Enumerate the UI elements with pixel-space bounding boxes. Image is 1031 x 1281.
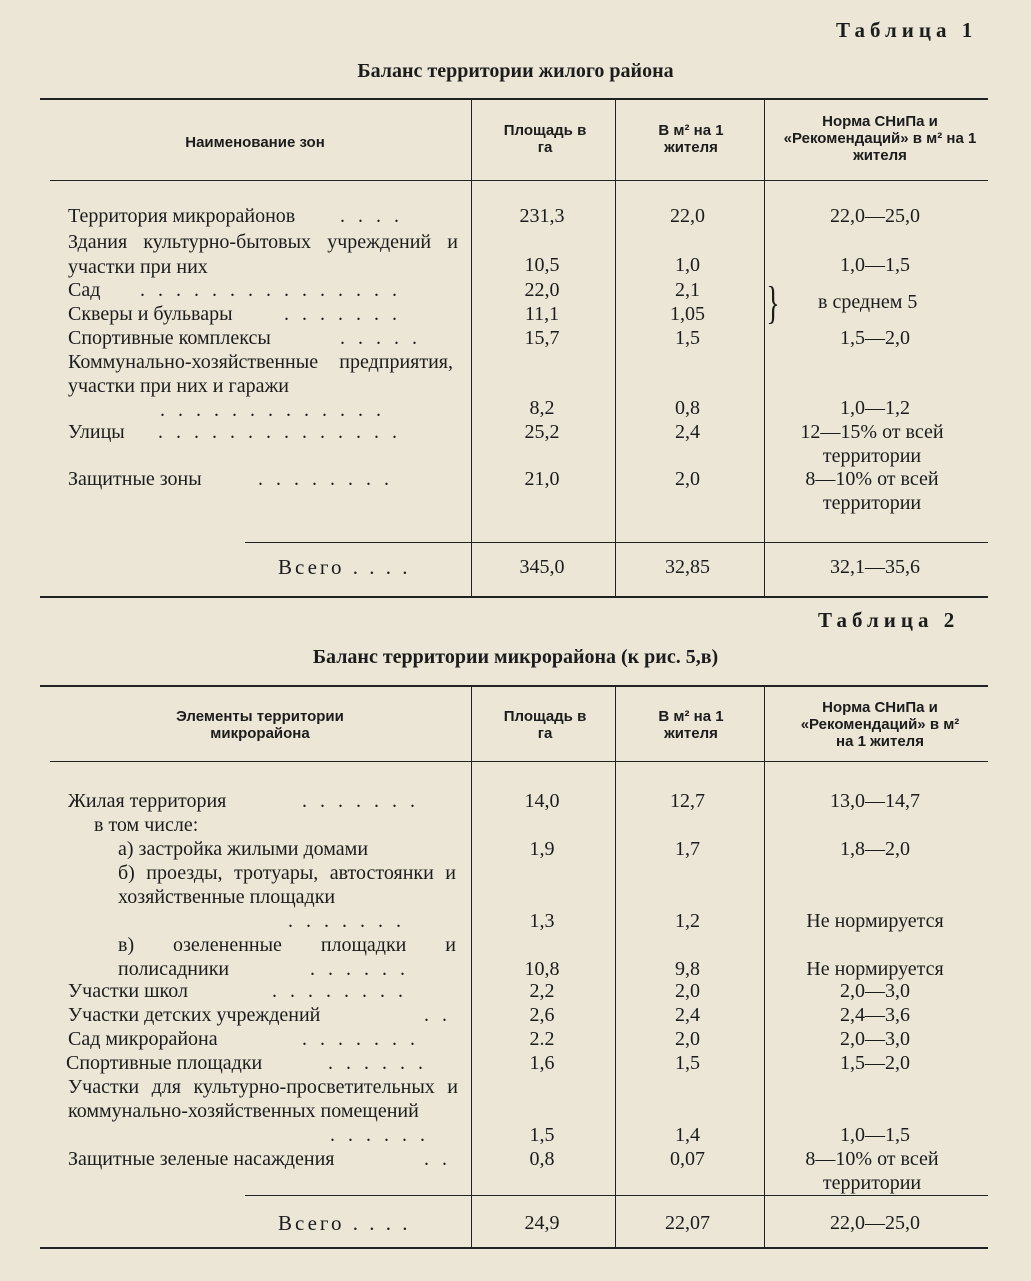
area-cell: 21,0 [524, 468, 560, 490]
area-cell: 1,9 [529, 838, 555, 860]
area-cell: 1,3 [529, 910, 555, 932]
row-name: а) застройка жилыми домами [118, 838, 369, 860]
norm-cell: 8—10% от всей территории [805, 468, 939, 514]
row-name: Здания культурно-бытовых учреждений и участки при них [68, 231, 458, 278]
row-name: Спортивные площадки [66, 1052, 263, 1074]
row-name: Участки школ [68, 980, 188, 1002]
norm-cell: 1,5—2,0 [840, 327, 910, 349]
total-label: Всего . . . . [278, 555, 411, 579]
norm-cell: 13,0—14,7 [830, 790, 920, 812]
table2-header-name: Элементы территории микрорайона [176, 708, 344, 742]
area-cell: 24,9 [524, 1212, 560, 1234]
per-capita-cell: 9,8 [675, 958, 700, 980]
row-name: б) проезды, тротуары, автостоянки и хозяйственные площадки [118, 862, 456, 908]
area-cell: 1,5 [529, 1124, 555, 1146]
area-cell: 14,0 [524, 790, 560, 812]
table1-title: Баланс территории жилого района [357, 60, 674, 82]
table2-header-area: Площадь в га [503, 708, 587, 742]
per-capita-cell: 1,05 [670, 303, 705, 325]
area-cell: 11,1 [524, 303, 560, 325]
row-name: Жилая территория [68, 790, 227, 812]
row-name: Скверы и бульвары [68, 303, 233, 325]
table1-header-area: Площадь в га [503, 122, 587, 156]
area-cell: 1,6 [529, 1052, 555, 1074]
norm-cell: Не нормируется [806, 958, 944, 980]
area-cell: 0,8 [529, 1148, 555, 1170]
row-name: в том числе: [94, 814, 199, 836]
table1-header-per-capita: В м² на 1 жителя [658, 122, 724, 156]
norm-cell: 1,0—1,2 [840, 397, 910, 419]
norm-cell: 2,0—3,0 [840, 1028, 910, 1050]
row-name: Защитные зоны [68, 468, 202, 490]
norm-cell: 12—15% от всей территории [800, 421, 944, 467]
norm-cell: 2,0—3,0 [840, 980, 910, 1002]
row-name: Сад [68, 279, 101, 301]
table2-header-per-capita: В м² на 1 жителя [658, 708, 724, 742]
norm-cell: 1,5—2,0 [840, 1052, 910, 1074]
area-cell: 15,7 [524, 327, 560, 349]
per-capita-cell: 1,7 [675, 838, 700, 860]
table1-header-name: Наименование зон [185, 134, 325, 151]
norm-cell: в среднем 5 [818, 291, 918, 313]
norm-cell: 8—10% от всей территории [805, 1148, 939, 1194]
area-cell: 2,2 [529, 980, 555, 1002]
row-name: Коммунально-хозяйственные предприятия, участки при них и гаражи [68, 351, 453, 397]
per-capita-cell: 2,4 [675, 1004, 700, 1026]
area-cell: 345,0 [519, 556, 565, 578]
row-name: Территория микрорайонов [68, 205, 296, 227]
area-cell: 231,3 [519, 205, 565, 227]
per-capita-cell: 2,1 [675, 279, 700, 301]
table1: Наименование зон Площадь в га В м² на 1 жителя Норма СНиПа и «Рекомендаций» в м² на 1 жителя Территория микрорайонов . . . . 231,3 22,0 22,0—25,0 Здания культурно-бытовых учреждений и участки при них 10,5 1,0 1,0—1,5 Сад . . . . . . . . . . . . . . . 22,0 2,1 } в среднем 5 Скверы и бульвары . . . . . . . 11,1 1,05 Спортивные комплексы . . . . . 15,7 1,5 1,5—2,0 Коммунально-хозяйственные предприятия, участки при них и гаражи . . . . . . . . . . . . . 8,2 0,8 1,0—1,2 Улицы . . . . . . . . . . . . . . 25,2 2,4 12—15% от всей территории Защитные зоны . . . . . . . . 21,0 2,0 8—10% от всей территории Всего . . . . 345,0 32,85 32,1—35,6 [40, 98, 988, 598]
per-capita-cell: 22,0 [670, 205, 705, 227]
table1-header-norm: Норма СНиПа и «Рекомендаций» в м² на 1 жителя [783, 113, 977, 164]
table2-title: Баланс территории микрорайона (к рис. 5,в) [312, 646, 719, 668]
per-capita-cell: 1,5 [675, 1052, 700, 1074]
per-capita-cell: 2,0 [675, 1028, 700, 1050]
brace-icon: } [766, 277, 780, 328]
per-capita-cell: 12,7 [670, 790, 705, 812]
row-name: в) озелененные площадки и полисадники [118, 934, 456, 980]
norm-cell: 22,0—25,0 [830, 1212, 920, 1234]
norm-cell: 1,8—2,0 [840, 838, 910, 860]
per-capita-cell: 1,2 [675, 910, 700, 932]
norm-cell: 32,1—35,6 [830, 556, 920, 578]
norm-cell: 2,4—3,6 [840, 1004, 910, 1026]
table2: Элементы территории микрорайона Площадь в га В м² на 1 жителя Норма СНиПа и «Рекомендаций» в м² на 1 жителя Жилая территория . . . . . . . 14,0 12,7 13,0—14,7 в том числе: а) застройка жилыми домами 1,9 1,7 1,8—2,0 б) проезды, тротуары, автостоянки и хозяйственные площадки . . . . . . . 1,3 1,2 Не нормируется в) озелененные площадки и полисадники . . . . . . 10,8 9,8 Не нормируется Участки школ . . . . . . . . 2,2 2,0 2,0—3,0 Участки детских учреждений . . 2,6 2,4 2,4—3,6 Сад микрорайона . . . . . . . 2.2 2,0 2,0—3,0 Спортивные площадки . . . . . . 1,6 1,5 1,5—2,0 Участки для культурно-просветительных и коммунально-хозяйственных помещений . . . . . . 1,5 1,4 1,0—1,5 Защитные зеленые насаждения . . 0,8 0,07 8—10% от всей территории Всего . . . . 24,9 22,07 22,0—25,0 [40, 685, 988, 1249]
row-name: Сад микрорайона [68, 1028, 218, 1050]
row-name: Участки для культурно-просветительных и коммунально-хозяйственных помещений [68, 1076, 458, 1122]
per-capita-cell: 32,85 [665, 556, 710, 578]
total-label: Всего . . . . [278, 1211, 411, 1235]
per-capita-cell: 1,4 [675, 1124, 700, 1146]
area-cell: 25,2 [524, 421, 560, 443]
row-name: Спортивные комплексы [68, 327, 271, 349]
norm-cell: 22,0—25,0 [830, 205, 920, 227]
per-capita-cell: 2,0 [675, 980, 700, 1002]
row-name: Участки детских учреждений [68, 1004, 321, 1026]
table2-header-norm: Норма СНиПа и «Рекомендаций» в м² на 1 жителя [800, 699, 960, 750]
norm-cell: 1,0—1,5 [840, 254, 910, 276]
area-cell: 2.2 [529, 1028, 555, 1050]
area-cell: 22,0 [524, 279, 560, 301]
area-cell: 2,6 [529, 1004, 555, 1026]
per-capita-cell: 0,8 [675, 397, 700, 419]
per-capita-cell: 22,07 [665, 1212, 710, 1234]
per-capita-cell: 0,07 [670, 1148, 705, 1170]
per-capita-cell: 1,5 [675, 327, 700, 349]
per-capita-cell: 1,0 [675, 254, 700, 276]
area-cell: 10,5 [524, 254, 560, 276]
table1-label: Таблица 1 [836, 18, 978, 42]
norm-cell: 1,0—1,5 [840, 1124, 910, 1146]
area-cell: 10,8 [524, 958, 560, 980]
area-cell: 8,2 [529, 397, 555, 419]
table2-label: Таблица 2 [818, 608, 960, 632]
per-capita-cell: 2,0 [675, 468, 700, 490]
norm-cell: Не нормируется [806, 910, 944, 932]
per-capita-cell: 2,4 [675, 421, 700, 443]
row-name: Защитные зеленые насаждения [68, 1148, 335, 1170]
row-name: Улицы [68, 421, 125, 443]
